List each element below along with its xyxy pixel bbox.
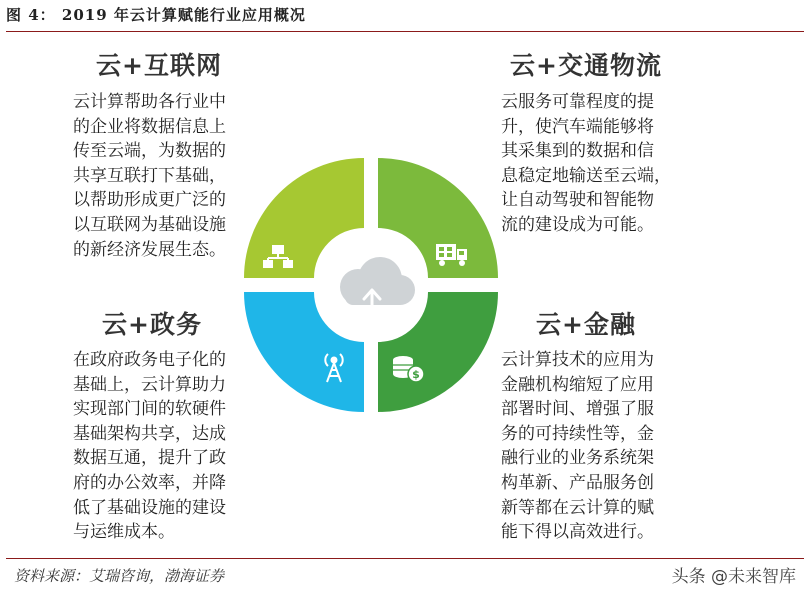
desc-line: 府的办公效率，并降	[73, 472, 226, 493]
desc-line: 实现部门间的软硬件	[73, 399, 226, 420]
desc-line: 传至云端，为数据的	[73, 141, 226, 162]
desc-line: 务的可持续性等，金	[501, 423, 654, 444]
watermark: 头条 @未来智库	[671, 567, 796, 587]
desc-line: 的企业将数据信息上	[73, 116, 226, 137]
segment-internet	[244, 158, 364, 278]
desc-line: 流的建设成为可能。	[501, 214, 654, 235]
segment-transport	[378, 158, 498, 278]
segment-government	[244, 292, 364, 412]
desc-line: 共享互联打下基础，	[73, 165, 226, 186]
cloud-upload-icon	[340, 257, 415, 312]
desc-line: 与运维成本。	[73, 522, 175, 543]
heading-transport: 云+交通物流	[510, 51, 662, 80]
desc-line: 其采集到的数据和信	[501, 141, 654, 162]
heading-internet: 云+互联网	[96, 51, 222, 80]
desc-line: 部署时间、增强了服	[501, 399, 654, 420]
bottom-rule	[6, 558, 804, 559]
desc-line: 融行业的业务系统架	[501, 448, 654, 469]
heading-government: 云+政务	[102, 310, 202, 339]
svg-text:$: $	[412, 368, 420, 381]
segment-government-shape	[244, 292, 364, 412]
heading-finance: 云+金融	[536, 310, 636, 339]
desc-line: 数据互通，提升了政	[73, 448, 226, 469]
desc-line: 升，使汽车端能够将	[501, 116, 654, 137]
figure-title: 图 4： 2019 年云计算赋能行业应用概况	[6, 6, 306, 24]
desc-line: 云计算技术的应用为	[501, 350, 654, 370]
segment-finance	[378, 292, 498, 412]
desc-line: 让自动驾驶和智能物	[501, 190, 654, 211]
desc-line: 新等都在云计算的赋	[501, 497, 654, 518]
segment-internet-shape	[244, 158, 364, 278]
segment-finance-shape	[378, 292, 498, 412]
desc-line: 金融机构缩短了应用	[501, 374, 654, 395]
desc-line: 基础架构共享，达成	[73, 423, 226, 444]
desc-line: 在政府政务电子化的	[73, 350, 226, 370]
desc-line: 以互联网为基础设施	[73, 214, 226, 235]
desc-line: 能下得以高效进行。	[501, 522, 654, 543]
desc-line: 云服务可靠程度的提	[501, 92, 654, 112]
desc-line: 构革新、产品服务创	[501, 472, 654, 493]
desc-line: 云计算帮助各行业中	[73, 92, 226, 112]
source-note: 资料来源：艾瑞咨询，渤海证券	[14, 567, 225, 585]
desc-line: 以帮助形成更广泛的	[73, 190, 226, 211]
desc-line: 的新经济发展生态。	[73, 239, 226, 260]
desc-line: 息稳定地输送至云端，	[501, 165, 671, 186]
desc-line: 基础上，云计算助力	[73, 374, 226, 395]
desc-line: 低了基础设施的建设	[73, 497, 226, 518]
